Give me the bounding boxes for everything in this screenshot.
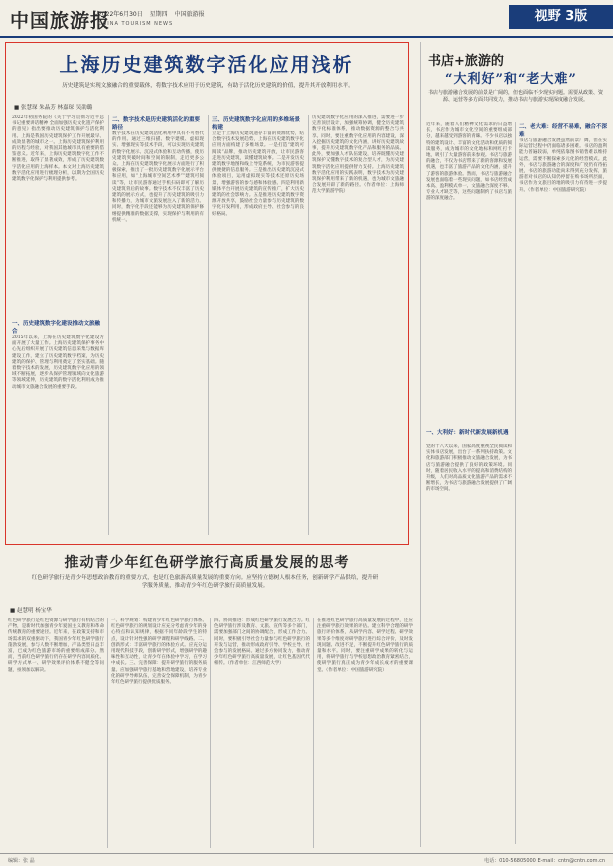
page-footer — [0, 853, 613, 866]
footer-editor: 编辑：张 晶 — [8, 858, 35, 864]
right-col1b-text: 党的十八大以来，国家高度重视全民阅读和实体书店发展，出台了一系列扶持政策。文化和旅游部门积极推动文旅融合发展，为书店与旅游融合提供了良好的政策环境。同时，随着居民收入水平的提高和消费结构的升级，人们对高品质文化旅游产品的需求不断增长，为书店与旅游融合发展提供了广阔的市场空间。 — [426, 444, 512, 493]
publication-subtitle: CHINA TOURISM NEWS — [98, 21, 174, 27]
right-article-title-line2: “大利好”和“老大难” — [445, 72, 577, 87]
bottom-col1-text: 红色研学旅行是红色资源与研学旅行有机结合的产物，是新时代加强青少年爱国主义教育和革命传统教育的重要途径。近年来，在政策支持和市场需求的双重驱动下，我国青少年红色研学旅行蓬勃发展，参与人数不断增加，产品类型日益丰富，已成为红色旅游市场的重要组成部分。然而，当前红色研学旅行仍存在研学内容同质化、研学方式单一、研学效果评价体系不健全等问题，亟须加以解决。 — [8, 618, 104, 673]
main-article-title: 上海历史建筑数字活化应用浅析 — [59, 54, 354, 76]
right-col1-text: 近年来，随着人们精神文化需求的日益增长，书店作为城市文化空间的重要组成部分，越来越受到游客的青睐。不少书店以独特的建筑设计、丰富的文化活动和优质的阅读服务，成为城市的文化地标和网红打卡地，吸引了大量游客前来参观。书店与旅游的融合，不仅为书店带来了新的客源和发展机遇，也丰富了旅游产品的文化内涵，提升了游客的旅游体验。然而，书店与旅游融合发展也面临着一些现实问题，如书店经营成本高、盈利模式单一、文旅融合深度不够、专业人才缺乏等，这些问题制约了书店与旅游的深度融合。 — [426, 122, 512, 202]
column-divider — [313, 618, 314, 848]
bottom-col4-text: 在推进红色研学旅行高质量发展的过程中，还应注重研学旅行效果的评估。建立科学合理的研学旅行评价体系，从研学内容、研学过程、研学效果等多个维度对研学旅行进行综合评价，及时发现问题、改进不足，不断提升红色研学旅行的质量和水平。同时，要注重研学成果的转化与运用，将研学旅行与学校思想政治教育紧密结合，使研学旅行真正成为青少年成长成才的重要课堂。（作者单位：中国旅游研究院） — [317, 618, 413, 673]
bottom-col3-text: 四、协同推进：形成红色研学旅行发展合力。红色研学旅行涉及教育、文旅、宣传等多个部门，需要加强部门之间的协调配合，形成工作合力。同时，要积极引导社会力量参与红色研学旅行的开发与运营，推动形成政府引导、学校主导、社会参与的发展格局。通过多方协同发力，推动青少年红色研学旅行高质量发展，让红色基因代代相传。（作者单位：江西师范大学） — [214, 618, 310, 667]
bottom-article-title: 推动青少年红色研学旅行高质量发展的思考 — [64, 555, 350, 571]
issue-date: 2022年6月30日 — [98, 11, 143, 18]
issue-weekday: 星期四 — [149, 11, 168, 18]
column-divider — [210, 618, 211, 848]
main-col2-heading: 二、数字技术是历史建筑活化的重要路径 — [112, 117, 201, 131]
page-column-divider — [420, 42, 421, 847]
main-col2-text: 数字技术在历史建筑活化利用中具有不可替代的作用。通过三维扫描、数字建模、虚拟现实、增强现实等技术手段，可以实现历史建筑的数字化展示、沉浸式体验和互动传播，使历史建筑突破时间和空间的限制，走近更多公众。上海在历史建筑数字化展示方面进行了积极探索，推出了一批历史建筑数字化展示平台和应用，如“上海城市空间艺术季”“建筑可阅读”等，让市民游客通过手机扫码即可了解历史建筑背后的故事。数字技术不仅丰富了历史建筑的展示方式，也提升了历史建筑的吸引力和传播力，为城市文旅发展注入了新的活力。同时，数字化手段还能够为历史建筑的保护修缮提供精准的数据支撑，实现保护与利用的有机统一。 — [112, 131, 204, 223]
main-col3-text: 立足于上海历史建筑遗存丰富的资源优势，结合数字技术发展趋势，上海在历史建筑数字化应用方面构建了多维场景。一是打造“建筑可阅读”品牌，推动历史建筑开放，让市民游客走进历史建筑，读懂建筑故事。二是开发历史建筑数字地图和线上导览系统，为市民游客提供便捷的信息服务。三是推出历史建筑沉浸式体验项目，运用虚拟现实等技术还原历史场景，增强游客的参与感和体验感。四是利用新媒体平台开展历史建筑的宣传推广，扩大历史建筑的社会影响力。五是推进历史建筑数字资源开放共享，鼓励社会力量参与历史建筑的数字化开发利用，形成政府主导、社会参与的良好格局。 — [212, 131, 304, 217]
column-divider — [208, 115, 209, 535]
right-article-title-line1: 书店+旅游的 — [428, 54, 504, 69]
main-col1b-text: 2015年以来，上海在历史建筑数字化建设方面开展了大量工作。上海历史建筑保护事务中心先后组织开展了历史建筑信息采集与数据库建设工作，建立了历史建筑数字档案，为历史建筑的保护、管理与利用奠定了坚实基础。随着数字技术的发展，历史建筑数字化应用的领域不断拓展，逐步从保护管理领域向文化旅游等领域延伸，历史建筑的数字活化利用成为推动城市文旅融合发展的重要手段。 — [12, 335, 104, 390]
right-heading1: 一、大利好：新时代新发展新机遇 — [426, 430, 509, 436]
main-col3-heading: 三、历史建筑数字化应用的多维场景构建 — [212, 117, 301, 131]
right-col2-text: 书店与旅游融合发展虽然前景广阔，但在实际运营过程中仍面临诸多困难。书店的盈利能力普遍较弱，单纯依靠图书销售难以维持运营，需要不断探索多元化的经营模式。此外，书店与旅游融合的深度和广度仍有待拓展，书店的旅游功能尚未得到充分发挥，旅游者对书店的认知仍停留在购书场所层面，书店作为文旅目的地的吸引力有待进一步提升。（作者单位：中国旅游研究院） — [519, 138, 607, 193]
column-divider — [108, 115, 109, 535]
edition-name: 中国旅游报 — [174, 11, 205, 18]
column-divider — [107, 618, 108, 848]
main-article — [5, 42, 409, 545]
bottom-article-lead: 红色研学旅行是青少年思想政治教育的重要方式，也是红色旅游高质量发展的重要方向。应坚持立德树人根本任务，创新研学产品供给，提升研学服务质量，推动青少年红色研学旅行高质量发展。 — [31, 575, 379, 589]
right-article-lead: 书店与旅游融合发展的前景是广阔的，但也面临不少现实问题。需要从政策、资源、运营等多方面共同发力，推动书店与旅游实现深度融合发展。 — [428, 90, 604, 103]
newspaper-logo: 中国旅游报 — [10, 10, 111, 32]
right-heading2: 二、老大难：经营不易难，融合不深难 — [519, 124, 608, 138]
main-col4-text: 历史建筑数字化应用的深入推进，需要进一步完善顶层设计，加强统筹协调，健全历史建筑数字化标准体系，推动数据资源的整合与共享。同时，要注重数字化应用的内容建设，深入挖掘历史建筑的文化内涵，讲好历史建筑故事，提升历史建筑数字化产品和服务的品质。此外，要加强人才队伍建设，培养既懂历史建筑保护又懂数字技术的复合型人才，为历史建筑数字活化应用提供智力支持。上海历史建筑数字活化应用的实践表明，数字技术为历史建筑保护利用带来了新的机遇，也为城市文旅融合发展开辟了新的路径。（作者单位：上海师范大学旅游学院） — [312, 115, 404, 195]
masthead — [0, 0, 613, 38]
main-article-byline: ■ 张慧琛 朱晶芳 林嘉琛 吴劭璐 — [14, 105, 93, 111]
column-divider — [308, 115, 309, 535]
section-tag: 视野 3版 — [509, 5, 613, 29]
bottom-article-byline: ■ 赵慧明 杨宝华 — [10, 608, 52, 614]
main-col1-heading: 一、历史建筑数字化建设推动文旅融合 — [12, 321, 101, 335]
publication-info — [98, 9, 210, 18]
column-divider — [515, 122, 516, 844]
main-article-lead: 历史建筑是实现文旅融合的重要载体，将数字技术应用于历史建筑，有助于活化历史建筑的价值，提升其开放利用水平。 — [62, 83, 354, 89]
main-col1-text: 2022年初国务院的《关于学习贯彻习近平总书记重要讲话精神 全面加强历史文化遗产保护的意见》指出要推动历史建筑保护与活化利用。上海是我国历史建筑保护工作开展最早、成效显著的城市之一。上海历史建筑保护利用的历程与经验，对我国其他城市具有重要的借鉴意义。近年来，上海历史建筑数字化工作不断推进，取得了显著成效，形成了历史建筑数字活化应用的上海样本。本文对上海历史建筑数字活化应用进行梳理分析，以期为全国历史建筑数字化保护与利用提供参考。 — [12, 115, 104, 183]
bottom-col2-text: 一、科学规划：构建青少年红色研学旅行体系。红色研学旅行的规划设计应充分考虑青少年的身心特点和认知规律，根据不同年龄段学生的特点，设计针对性强的研学课程和研学线路。二、创新形式：丰富研学旅行的体验方式。应充分运用现代科技手段，创新研学形式，增强研学的趣味性和互动性，让青少年在体验中学习，在学习中成长。三、完善保障：提升研学旅行的服务质量。应加强研学旅行基地和营地建设，培养专业化的研学导师队伍，完善安全保障机制，为青少年红色研学旅行提供优质服务。 — [111, 618, 207, 686]
footer-contact: 电话：010-56805000 E-mail：cntn@cntn.com.cn — [484, 858, 605, 864]
